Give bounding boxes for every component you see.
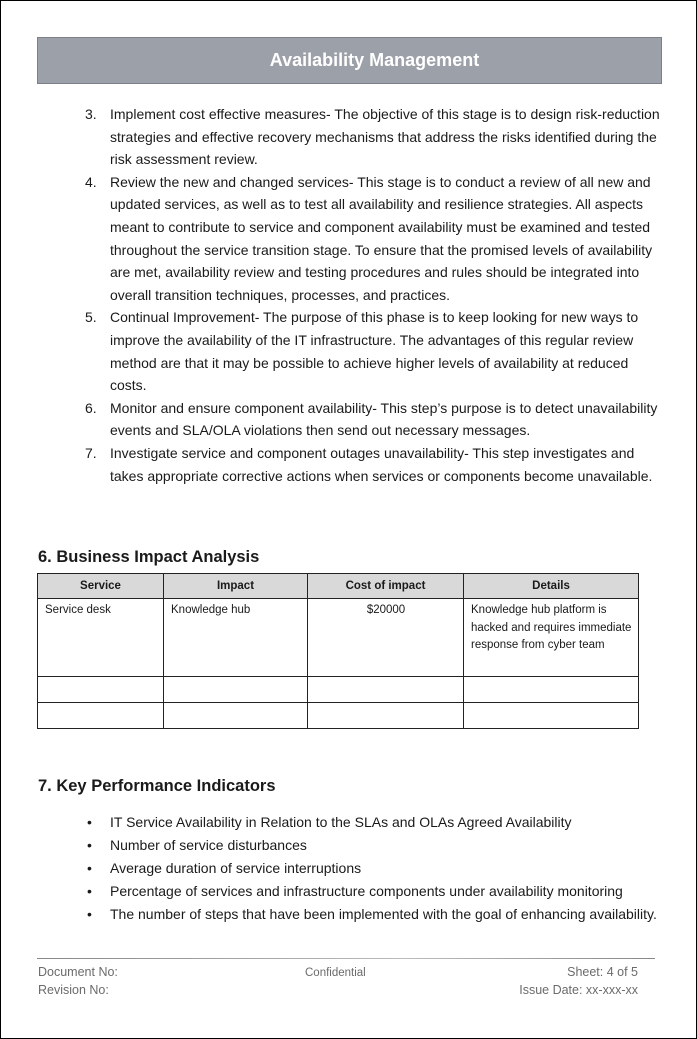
column-header-impact: Impact <box>164 574 308 599</box>
classification-label: Confidential <box>305 967 366 979</box>
bullet-icon: • <box>87 883 92 899</box>
bullet-icon: • <box>87 814 92 830</box>
business-impact-table <box>37 573 639 729</box>
sheet-number: Sheet: 4 of 5 <box>567 965 638 979</box>
column-header-details: Details <box>464 574 639 599</box>
table-cell: $20000 <box>308 599 464 677</box>
list-item: • IT Service Availability in Relation to the SLAs and OLAs Agreed Availability <box>81 811 666 834</box>
table-row <box>38 703 639 729</box>
table-cell: Knowledge hub platform is hacked and requires immediate response from cyber team <box>464 599 639 677</box>
table-header-row <box>38 574 639 599</box>
list-item: • Number of service disturbances <box>81 834 666 857</box>
document-number-label: Document No: <box>38 965 118 979</box>
column-header-service: Service <box>38 574 164 599</box>
list-item: • Percentage of services and infrastructure components under availability monitoring <box>81 880 666 903</box>
table-row <box>38 677 639 703</box>
table-cell <box>164 703 308 729</box>
list-item: 4. Review the new and changed services- This stage is to conduct a review of all new and updated services, as well as to test all availability and resilience strategies. All aspects meant to contribute to service and component availability must be examined and tested throughout the service transition stage. To ensure that the promised levels of availability are met, availability review and testing procedures and rules should be integrated into overall transition techniques, processes, and practices. <box>85 173 653 303</box>
table-cell <box>308 677 464 703</box>
list-item: 3. Implement cost effective measures- The objective of this stage is to design risk-reduction strategies and effective recovery mechanisms that address the risks identified during the risk assessment review. <box>85 106 660 168</box>
table-cell: Knowledge hub <box>164 599 308 677</box>
column-header-cost: Cost of impact <box>308 574 464 599</box>
kpi-list <box>81 811 666 926</box>
page-footer <box>38 963 638 999</box>
table-cell <box>38 677 164 703</box>
table-row <box>38 599 639 677</box>
list-item: 6. Monitor and ensure component availability- This step’s purpose is to detect unavailability events and SLA/OLA violations then send out necessary messages. <box>85 399 658 439</box>
table-cell <box>464 677 639 703</box>
list-item: • The number of steps that have been implemented with the goal of enhancing availability. <box>81 903 666 926</box>
bullet-icon: • <box>87 837 92 853</box>
table-cell <box>164 677 308 703</box>
footer-divider <box>37 958 655 959</box>
table-cell <box>464 703 639 729</box>
section-heading-kpi: 7. Key Performance Indicators <box>38 777 276 795</box>
section-heading-bia: 6. Business Impact Analysis <box>38 548 260 566</box>
process-steps-list <box>81 103 661 487</box>
table-cell <box>308 703 464 729</box>
bullet-icon: • <box>87 906 92 922</box>
bullet-icon: • <box>87 860 92 876</box>
revision-number-label: Revision No: <box>38 983 109 997</box>
table-cell <box>38 703 164 729</box>
page-title-bar <box>37 37 662 84</box>
page-title: Availability Management <box>269 50 480 70</box>
table-cell: Service desk <box>38 599 164 677</box>
issue-date: Issue Date: xx-xxx-xx <box>519 983 638 997</box>
list-item: 7. Investigate service and component outages unavailability- This step investigates and takes appropriate corrective actions when services or components become unavailable. <box>85 444 653 484</box>
list-item: • Average duration of service interruptions <box>81 857 666 880</box>
list-item: 5. Continual Improvement- The purpose of this phase is to keep looking for new ways to improve the availability of the IT infrastructure. The advantages of this regular review method are that it may be possible to achieve higher levels of availability at reduced costs. <box>85 309 639 394</box>
